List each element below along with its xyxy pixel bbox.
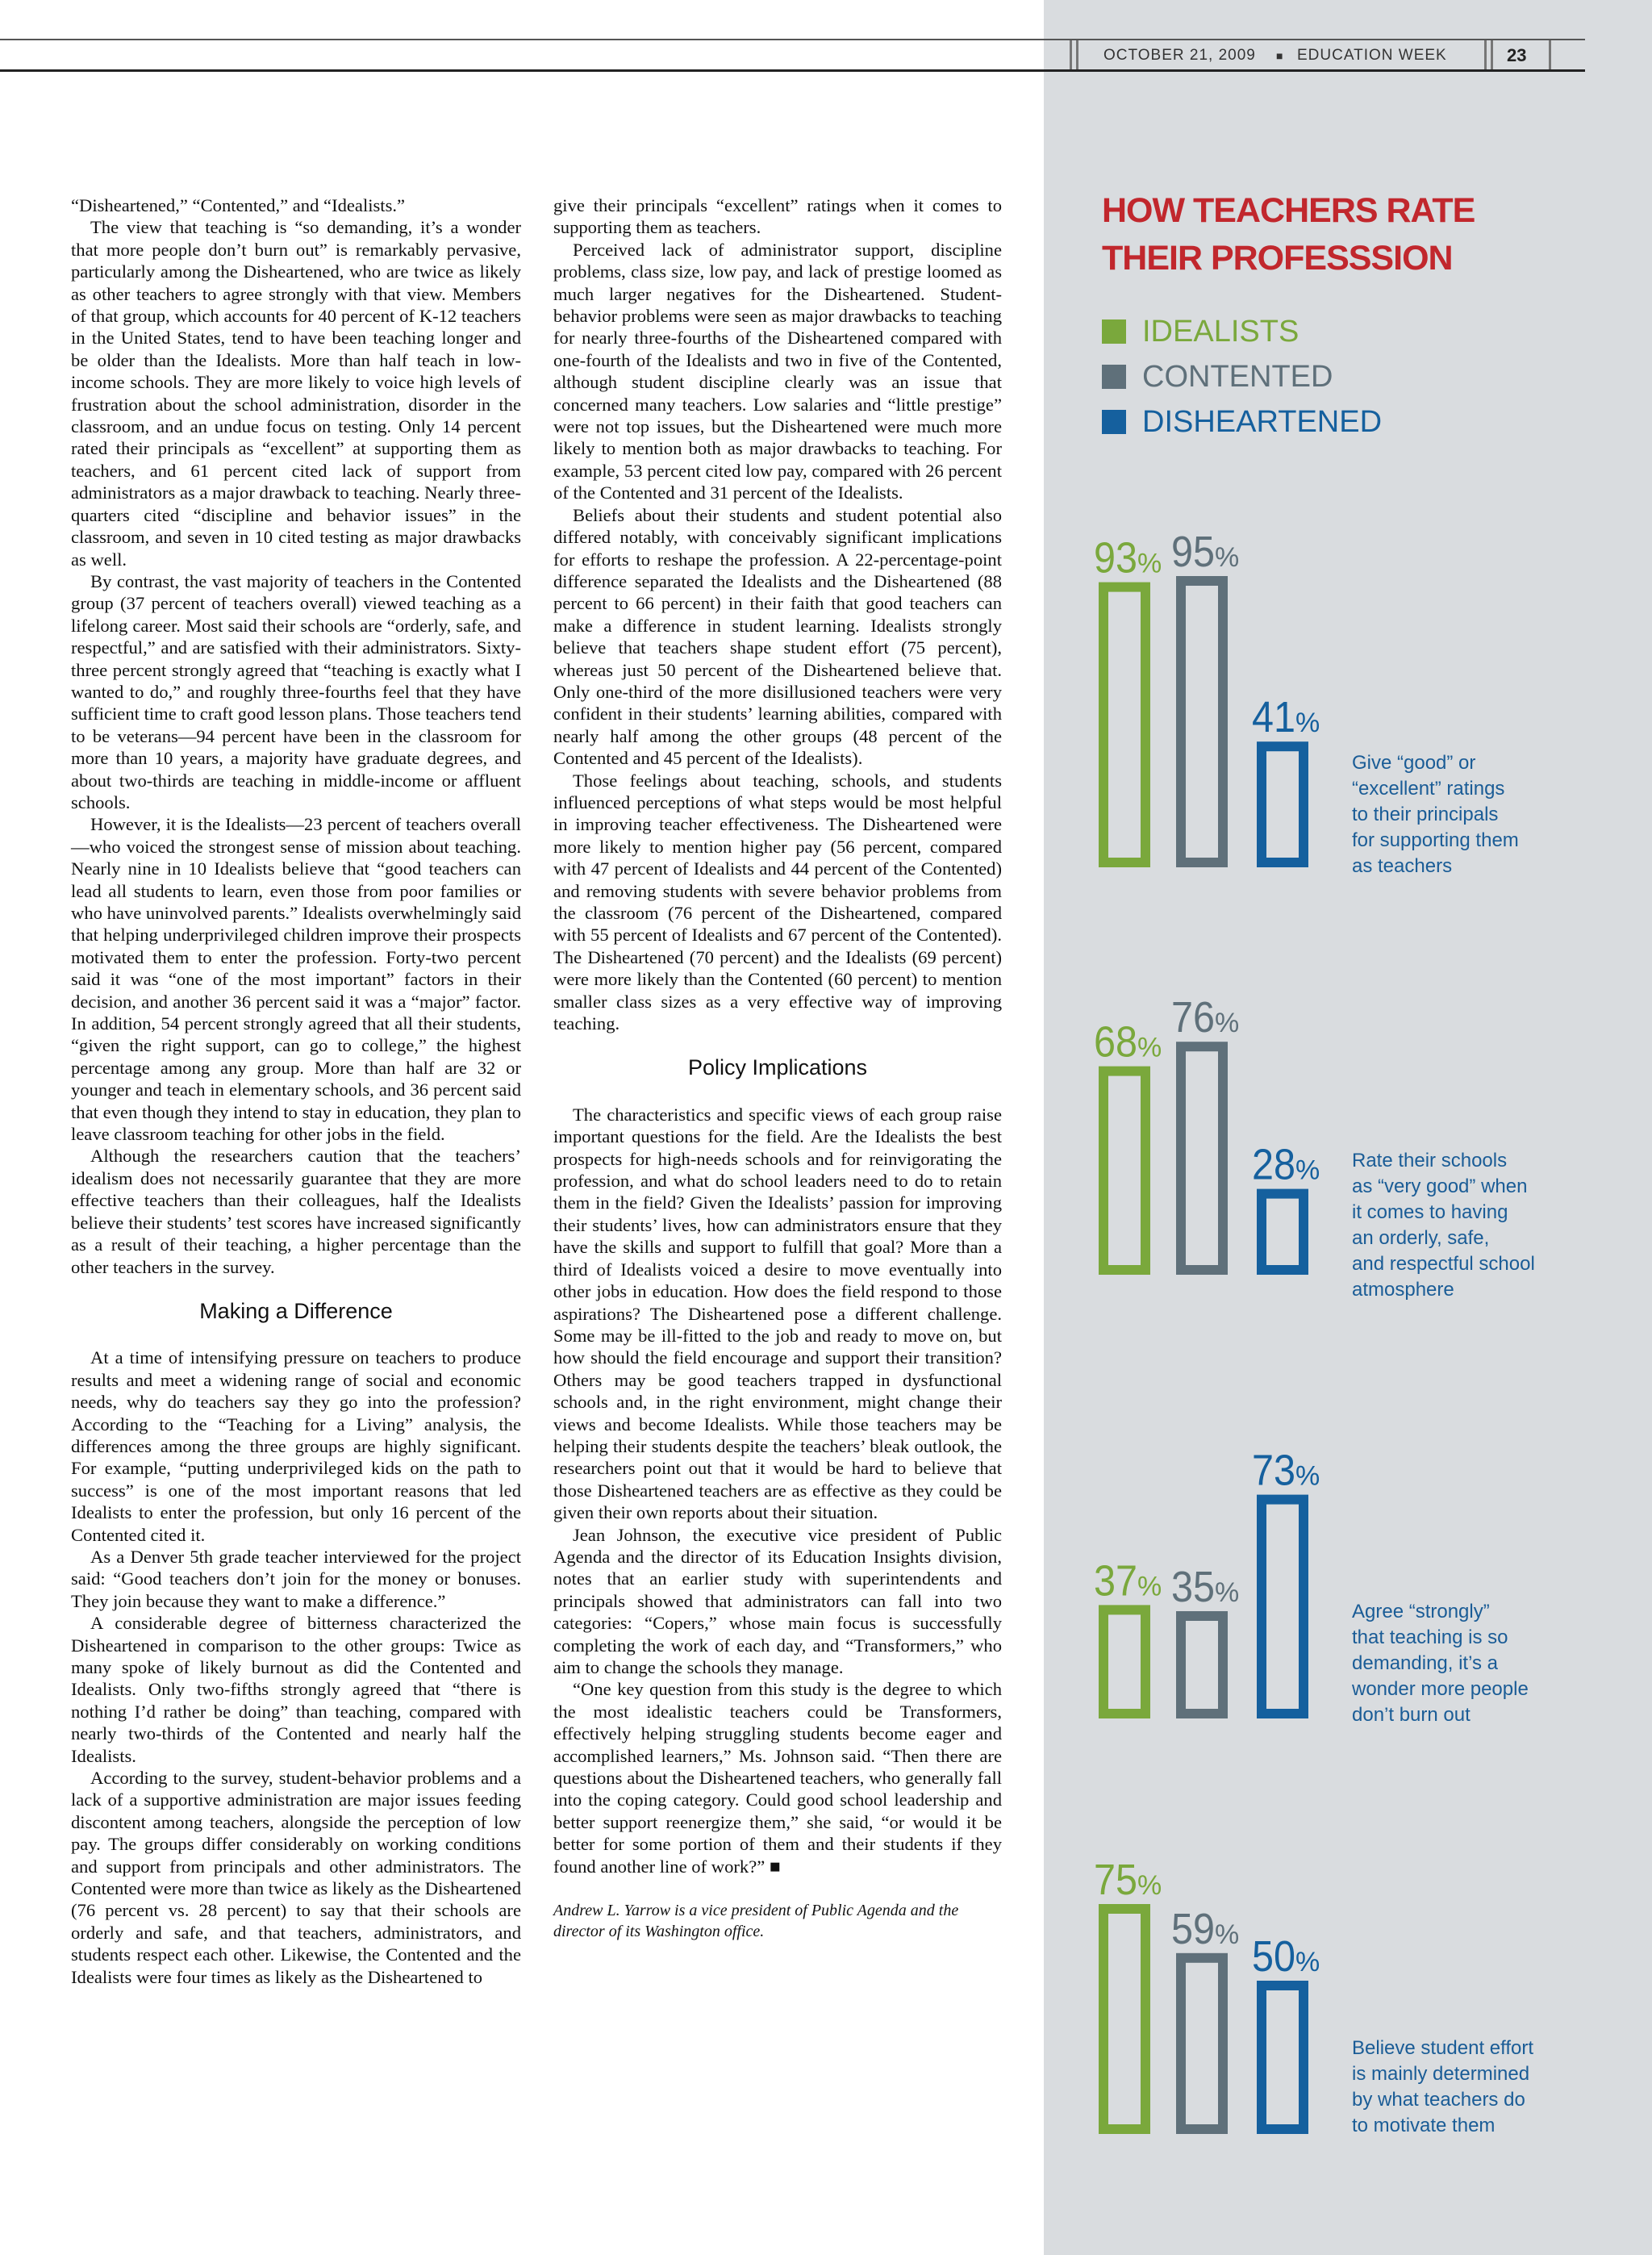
section-heading: Making a Difference bbox=[199, 1298, 393, 1323]
legend-label: CONTENTED bbox=[1142, 359, 1333, 394]
caption-line: Believe student effort bbox=[1352, 2037, 1534, 2059]
caption-line: wonder more people bbox=[1352, 1678, 1529, 1700]
section-heading: Policy Implications bbox=[687, 1055, 868, 1080]
bar-idealists bbox=[1103, 1909, 1145, 2129]
paragraph: According to the survey, student-behavior problems and a lack of a supportive administration are major issues feeding discontent among teachers, alongside the perception of low pay. The groups differ considerably on working conditions and support from principals and other administrators. The Contented were more than twice as likely as the Disheartened (76 percent vs. 28 percent) to say that their schools are orderly and safe, and that teachers, administrators, and students respect each other. Likewise, the Contented and the Idealists were four times as likely as the Disheartened to bbox=[71, 1768, 521, 1987]
bar-contented bbox=[1181, 1616, 1223, 1714]
caption-line: to motivate them bbox=[1352, 2115, 1496, 2136]
caption-line: Agree “strongly” bbox=[1352, 1601, 1490, 1622]
paragraph: However, it is the Idealists—23 percent of teachers overall—who voiced the strongest sense of mission about teaching. Nearly nine in 10 Idealists believe that “good teachers can lead all students to learn, even those from poor families or who have uninvolved parents.” Idealists overwhelmingly said that helping underprivileged children improve their prospects motivated them to enter the profession. Forty-two percent said it was “one of the most important” factors in their decision, and another 36 percent said it was a “major” factor. In addition, 54 percent strongly agreed that all their students, “given the right support, can go to college,” the highest percentage among any group. More than half are 32 or younger and teach in elementary schools, and 36 percent said that even though they intend to stay in education, they plan to leave classroom teaching for other jobs in the field. bbox=[71, 814, 521, 1145]
bar-chart bbox=[1044, 0, 1652, 2255]
paragraph: Beliefs about their students and student potential also differed notably, with conceivably significant implications for efforts to reshape the profession. A 22-percentage-point difference separated the Idealists and the Disheartened (88 percent to 66 percent) in their faith that good teachers can make a difference in student learning. Idealists strongly believe that teachers shape student effort (75 percent), whereas just 50 percent of the Disheartened believe that. Only one-third of the more disillusioned teachers were very confident in their students’ learning abilities, compared with nearly half among the other groups (48 percent of the Contented and 45 percent of the Idealists). bbox=[553, 504, 1002, 769]
caption-line: and respectful school bbox=[1352, 1253, 1535, 1275]
caption-line: atmosphere bbox=[1352, 1279, 1454, 1301]
value-label: 59% bbox=[1171, 1904, 1240, 1953]
article-column-1 bbox=[71, 194, 521, 1988]
article-column-2 bbox=[553, 194, 1002, 1942]
caption-line: an orderly, safe, bbox=[1352, 1227, 1490, 1249]
legend-label: DISHEARTENED bbox=[1142, 404, 1383, 439]
value-label: 73% bbox=[1252, 1446, 1320, 1495]
paragraph: The characteristics and specific views of each group raise important questions for the field. Are the Idealists the best prospects for high-needs schools and for reinvigorating the profession, and what do school leaders need to do to retain them in the field? Given the Idealists’ passion for improving their students’ lives, how can administrators ensure that they have the skills and support to fulfill that goal? More than a third of Idealists voiced a desire to move eventually into other jobs in education. How does the field respond to those aspirations? The Disheartened pose a different challenge. Some may be ill-fitted to the job and ready to move on, but how should the field encourage and support their transition? Others may be good teachers trapped in dysfunctional schools and, in the right environment, might change their views and become Idealists. While those teachers may be helping their students despite the teachers’ bleak outlook, the researchers point out that it would be hard to believe that those Disheartened teachers are as effective as they could be given their own reports about their situation. bbox=[553, 1104, 1002, 1523]
header-date: OCTOBER 21, 2009 bbox=[1103, 47, 1256, 64]
caption-line: Give “good” or bbox=[1352, 752, 1476, 774]
bar-disheartened bbox=[1262, 1194, 1304, 1270]
value-label: 35% bbox=[1171, 1563, 1240, 1611]
value-label: 50% bbox=[1252, 1932, 1320, 1981]
group-caption bbox=[1352, 1148, 1535, 1303]
paragraph: At a time of intensifying pressure on teachers to produce results and meet a widening range of social and economic needs, why do teachers say they go into the profession? According to the “Teaching for a Living” analysis, the differences among the three groups are highly significant. For example, “putting underprivileged kids on the path to success” is one of the most important reasons that led Idealists to enter the profession, but only 16 percent of the Contented cited it. bbox=[71, 1347, 521, 1545]
caption-line: “excellent” ratings bbox=[1352, 778, 1505, 800]
paragraph: As a Denver 5th grade teacher interviewed for the project said: “Good teachers don’t join for the money or bonuses. They join because they want to make a difference.” bbox=[71, 1546, 521, 1611]
group-caption bbox=[1352, 750, 1519, 879]
bar-idealists bbox=[1103, 1610, 1145, 1714]
legend-label: IDEALISTS bbox=[1142, 314, 1299, 349]
paragraph: Those feelings about teaching, schools, and students influenced perceptions of what steps would be most helpful in improving teacher effectiveness. The Disheartened were more likely to mention higher pay (56 percent, compared with 47 percent of Idealists and 44 percent of the Contented) and removing students with severe behavior problems from the classroom (76 percent of the Disheartened, compared with 55 percent of Idealists and 67 percent of the Contented). The Disheartened (70 percent) and the Idealists (69 percent) were more likely than the Contented (60 percent) to mention smaller class sizes as a very effective way of improving teaching. bbox=[553, 770, 1002, 1034]
caption-line: is mainly determined bbox=[1352, 2063, 1530, 2085]
caption-line: by what teachers do bbox=[1352, 2089, 1525, 2111]
bar-contented bbox=[1181, 1046, 1223, 1270]
caption-line: to their principals bbox=[1352, 804, 1499, 825]
caption-line: it comes to having bbox=[1352, 1201, 1508, 1223]
bar-disheartened bbox=[1262, 1986, 1304, 2129]
paragraph: give their principals “excellent” ratings when it comes to supporting them as teachers. bbox=[553, 195, 1002, 238]
chart-title-line: THEIR PROFESSSION bbox=[1102, 239, 1453, 278]
group-caption bbox=[1352, 2036, 1533, 2139]
caption-line: Rate their schools bbox=[1352, 1150, 1508, 1171]
bar-idealists bbox=[1103, 587, 1145, 862]
page-number: 23 bbox=[1507, 45, 1527, 65]
bar-idealists bbox=[1103, 1071, 1145, 1270]
caption-line: demanding, it’s a bbox=[1352, 1652, 1499, 1674]
caption-line: that teaching is so bbox=[1352, 1627, 1508, 1648]
bar-contented bbox=[1181, 581, 1223, 862]
value-label: 28% bbox=[1252, 1140, 1320, 1189]
bar-disheartened bbox=[1262, 1500, 1304, 1714]
value-label: 41% bbox=[1252, 693, 1320, 742]
paragraph: Perceived lack of administrator support, discipline problems, class size, low pay, and lack of prestige loomed as much larger negatives for the Disheartened. Student-behavior problems were seen as major drawbacks to teaching for nearly three-fourths of the Disheartened compared with one-fourth of the Idealists and two in five of the Contented, although student discipline clearly was an issue that concerned many teachers. Low salaries and “little prestige” were not top issues, but the Disheartened were much more likely to mention both as major drawbacks to teaching. For example, 53 percent cited low pay, compared with 26 percent of the Contented and 31 percent of the Idealists. bbox=[553, 239, 1002, 503]
caption-line: as “very good” when bbox=[1352, 1176, 1528, 1197]
group-caption bbox=[1352, 1599, 1529, 1728]
header-publication: EDUCATION WEEK bbox=[1297, 47, 1447, 64]
value-label: 75% bbox=[1094, 1856, 1162, 1904]
chart-title-line: HOW TEACHERS RATE bbox=[1102, 191, 1475, 230]
paragraph: Jean Johnson, the executive vice president of Public Agenda and the director of its Education Insights division, notes that an earlier study with superintendents and principals showed that administrators can fall into two categories: “Copers,” whose main focus is successfully completing the work of each day, and “Transformers,” who aim to change the schools they manage. bbox=[553, 1524, 1002, 1677]
value-label: 76% bbox=[1171, 993, 1240, 1042]
value-label: 68% bbox=[1094, 1017, 1162, 1067]
value-label: 93% bbox=[1094, 533, 1162, 583]
caption-line: as teachers bbox=[1352, 855, 1453, 877]
paragraph: The view that teaching is “so demanding, it’s a wonder that more people don’t burn out” is remarkably pervasive, particularly among the Disheartened, who are twice as likely as other teachers to agree strongly with that view. Members of that group, which accounts for 40 percent of K-12 teachers in the United States, tend to have been teaching longer and be older than the Idealists. More than half teach in low-income schools. They are more likely to voice high levels of frustration about the school administration, disorder in the classroom, and an undue focus on testing. Only 14 percent rated their principals as “excellent” at supporting them as teachers, and 61 percent cited lack of support from administrators as a major drawback to teaching. Nearly three-quarters cited “discipline and behavior issues” in the classroom, and seven in 10 cited testing as major drawbacks as well. bbox=[71, 217, 521, 570]
author-byline: Andrew L. Yarrow is a vice president of Public Agenda and the director of its Washington office. bbox=[553, 1902, 959, 1941]
header-separator: ■ bbox=[1276, 49, 1284, 62]
paragraph: “One key question from this study is the degree to which the most idealistic teachers could be Transformers, effectively helping struggling students become eager and accomplished learners,” Ms. Johnson said. “Then there are questions about the Disheartened teachers, who generally fall into the coping category. Could good school leadership and better support reenergize them,” she said, “or would it be better for some portion of them and their students if they found another line of work?” ■ bbox=[553, 1679, 1002, 1877]
caption-line: for supporting them bbox=[1352, 829, 1519, 851]
paragraph: Although the researchers caution that the teachers’ idealism does not necessarily guarantee that they are more effective teachers than their colleagues, half the Idealists believe their students’ test scores have increased significantly as a result of their teaching, a higher percentage than the other teachers in the survey. bbox=[71, 1146, 521, 1277]
caption-line: don’t burn out bbox=[1352, 1704, 1471, 1726]
value-label: 95% bbox=[1171, 528, 1240, 576]
bar-disheartened bbox=[1262, 746, 1304, 862]
value-label: 37% bbox=[1094, 1556, 1162, 1606]
paragraph: “Disheartened,” “Contented,” and “Idealists.” bbox=[71, 195, 406, 215]
paragraph: By contrast, the vast majority of teachers in the Contented group (37 percent of teachers overall) viewed teaching as a lifelong career. Most said their schools are “orderly, safe, and respectful,” and are satisfied with their administrators. Sixty-three percent strongly agreed that “teaching is exactly what I wanted to do,” and roughly three-fourths feel that they have sufficient time to craft good lesson plans. Those teachers tend to be veterans—94 percent have been in the classroom for more than 10 years, a majority have graduate degrees, and about two-thirds are teaching in middle-income or affluent schools. bbox=[71, 570, 521, 812]
bar-contented bbox=[1181, 1958, 1223, 2129]
paragraph: A considerable degree of bitterness characterized the Disheartened in comparison to the other groups: Twice as many spoke of likely burnout as did the Contented and Idealists. Only two-fifths strongly agreed that “there is nothing I’d rather be doing” than teaching, compared with nearly two-thirds of the Contented and nearly half the Idealists. bbox=[71, 1613, 521, 1766]
